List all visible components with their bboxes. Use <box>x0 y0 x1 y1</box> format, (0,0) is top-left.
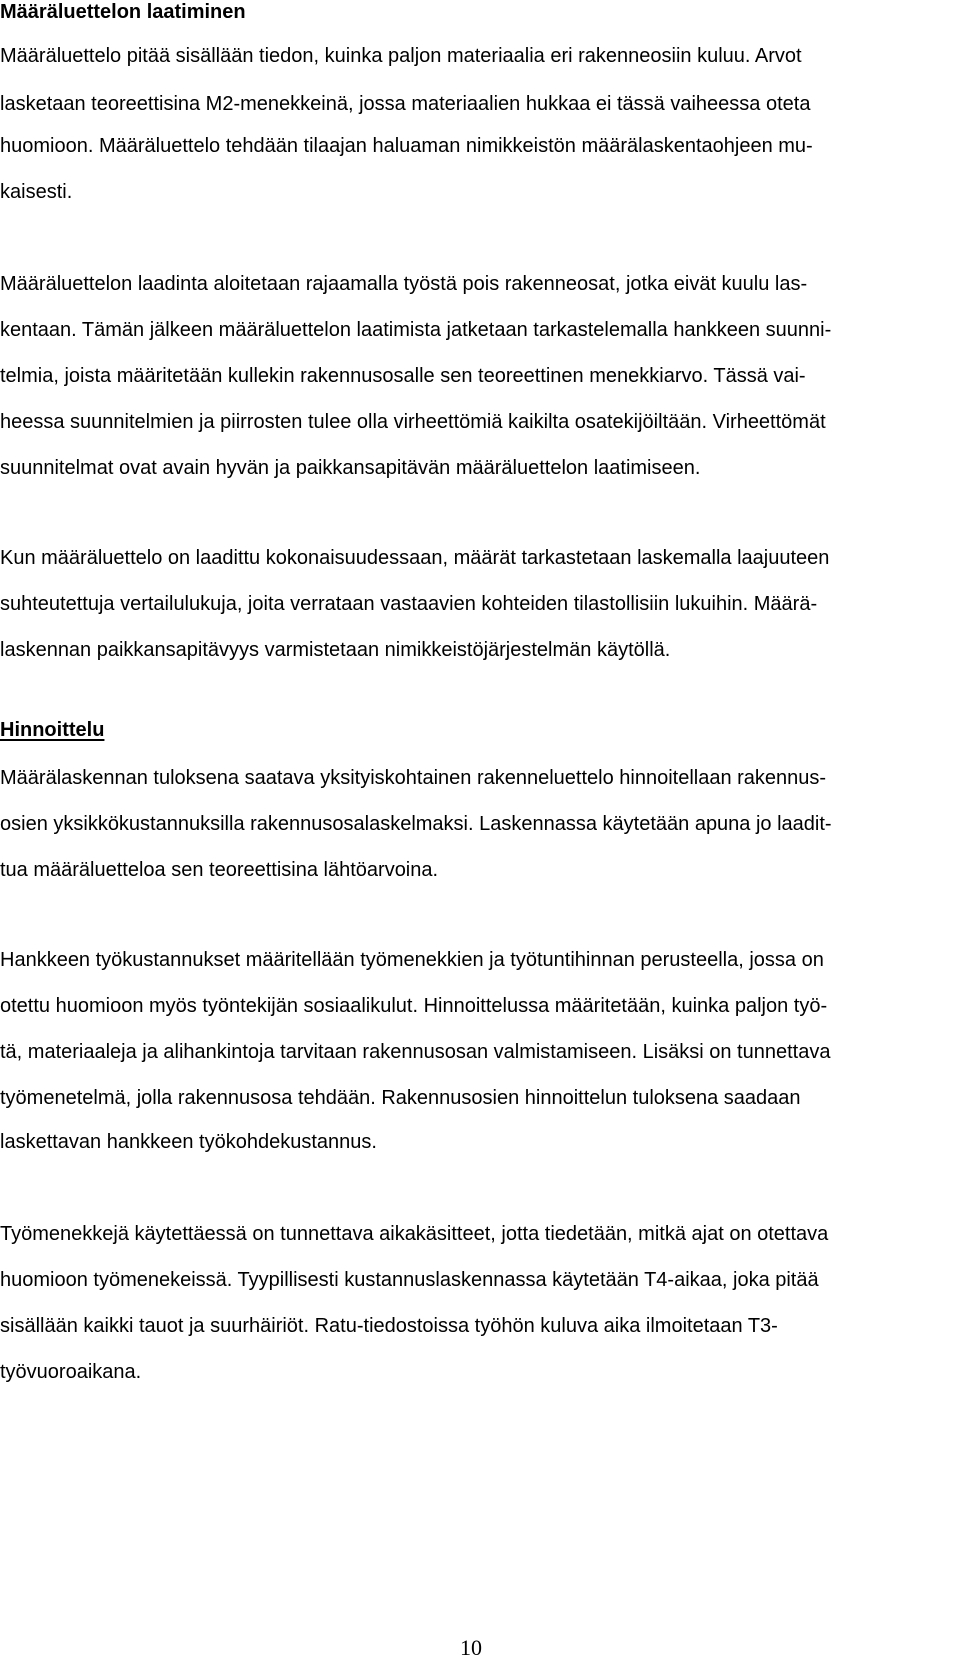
text-line: huomioon. Määräluettelo tehdään tilaajan haluaman nimikkeistön määrälaskentaohjeen mu- <box>0 135 813 157</box>
page-number: 10 <box>460 1635 482 1660</box>
text-line: heessa suunnitelmien ja piirrosten tulee olla virheettömiä kaikilta osatekijöiltään. Virheettömät <box>0 411 826 433</box>
text-line: osien yksikkökustannuksilla rakennusosalaskelmaksi. Laskennassa käytetään apuna jo laadit- <box>0 813 832 835</box>
text-line: telmia, joista määritetään kullekin rakennusosalle sen teoreettinen menekkiarvo. Tässä vai- <box>0 365 806 387</box>
text-line: Työmenekkejä käytettäessä on tunnettava aikakäsitteet, jotta tiedetään, mitkä ajat on otettava <box>0 1223 829 1245</box>
text-line: suhteutettuja vertailulukuja, joita verrataan vastaavien kohteiden tilastollisiin lukuihin. Määrä- <box>0 593 818 615</box>
text-line: otettu huomioon myös työntekijän sosiaalikulut. Hinnoittelussa määritetään, kuinka paljon työ- <box>0 995 828 1017</box>
text-line: Hankkeen työkustannukset määritellään työmenekkien ja työtuntihinnan perusteella, jossa on <box>0 949 824 971</box>
text-line: Määrälaskennan tuloksena saatava yksityiskohtainen rakenneluettelo hinnoitellaan rakennus- <box>0 767 827 789</box>
text-line: huomioon työmenekeissä. Tyypillisesti kustannuslaskennassa käytetään T4-aikaa, joka pitää <box>0 1269 819 1291</box>
text-line: Kun määräluettelo on laadittu kokonaisuudessaan, määrät tarkastetaan laskemalla laajuuteen <box>0 547 830 569</box>
text-line: työvuoroaikana. <box>0 1361 142 1383</box>
text-line: Määräluettelon laadinta aloitetaan rajaamalla työstä pois rakenneosat, jotka eivät kuulu las- <box>0 273 808 295</box>
text-line: tä, materiaaleja ja alihankintoja tarvitaan rakennusosan valmistamiseen. Lisäksi on tunnettava <box>0 1041 831 1063</box>
text-line: laskennan paikkansapitävyys varmistetaan nimikkeistöjärjestelmän käytöllä. <box>0 639 671 661</box>
text-line: suunnitelmat ovat avain hyvän ja paikkansapitävän määräluettelon laatimiseen. <box>0 457 701 479</box>
text-line: laskettavan hankkeen työkohdekustannus. <box>0 1131 377 1153</box>
text-line: työmenetelmä, jolla rakennusosa tehdään. Rakennusosien hinnoittelun tuloksena saadaan <box>0 1087 801 1109</box>
section-heading-maaraluettelon-laatiminen: Määräluettelon laatiminen <box>0 1 246 23</box>
section-heading-hinnoittelu: Hinnoittelu <box>0 719 105 741</box>
text-line: Määräluettelo pitää sisällään tiedon, kuinka paljon materiaalia eri rakenneosiin kuluu. Arvot <box>0 45 802 67</box>
text-line: kaisesti. <box>0 181 73 203</box>
text-line: tua määräluetteloa sen teoreettisina lähtöarvoina. <box>0 859 439 881</box>
text-line: sisällään kaikki tauot ja suurhäiriöt. Ratu-tiedostoissa työhön kuluva aika ilmoitetaan T3- <box>0 1315 778 1337</box>
text-line: kentaan. Tämän jälkeen määräluettelon laatimista jatketaan tarkastelemalla hankkeen suunni- <box>0 319 832 341</box>
text-line: lasketaan teoreettisina M2-menekkeinä, jossa materiaalien hukkaa ei tässä vaiheessa oteta <box>0 93 811 115</box>
